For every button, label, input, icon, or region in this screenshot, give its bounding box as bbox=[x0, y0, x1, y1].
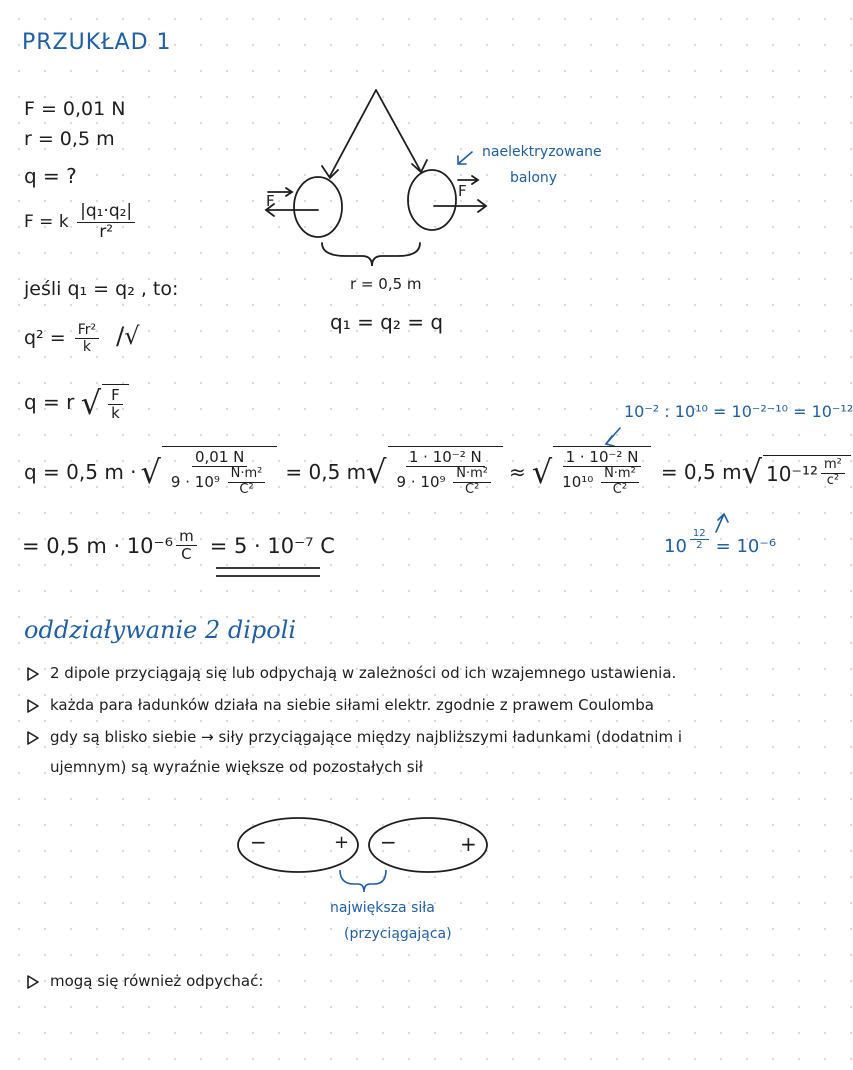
q-squared-lhs: q² = bbox=[24, 327, 66, 350]
balloon-label-line1: naelektryzowane bbox=[482, 144, 602, 160]
exponent-note-bottom bbox=[664, 527, 777, 557]
step3-den-unit-num: N·m² bbox=[601, 467, 639, 483]
bullet-icon bbox=[28, 700, 38, 712]
step4-root: √ 10⁻¹² $\frac{\text{m²}}{\text{c²}}$ bbox=[742, 455, 851, 489]
q-equation-denominator: k bbox=[111, 404, 120, 423]
result-unit-den: C bbox=[181, 545, 192, 564]
section-title: oddziaływanie 2 dipoli bbox=[24, 616, 297, 644]
right-balloon bbox=[408, 170, 456, 230]
strongest-force-brace bbox=[340, 870, 386, 892]
step2-den-unit-num: N·m² bbox=[453, 467, 491, 483]
page-title: PRZUKŁAD 1 bbox=[22, 30, 172, 55]
bullet-3: gdy są blisko siebie → siły przyciągające między najbliższymi ładunkami (dodatnim i bbox=[50, 728, 682, 746]
q-equation-numerator: F bbox=[108, 387, 123, 405]
dipole-right-plus: + bbox=[460, 832, 477, 856]
charges-equal-label: q₁ = q₂ = q bbox=[330, 310, 444, 334]
label-pointer-arrow bbox=[458, 152, 472, 164]
step3-root: √ 1 · 10⁻² N 10¹⁰ $\frac{\text{N·m²}}{\text{C²}}$ bbox=[532, 446, 651, 498]
coulomb-denominator: r² bbox=[99, 221, 114, 242]
exp-bottom-rhs: = 10⁻⁶ bbox=[715, 536, 777, 557]
step1-den-unit-num: N·m² bbox=[228, 467, 266, 483]
dipole-left-plus: + bbox=[334, 832, 350, 853]
exp-bottom-num: 12 bbox=[690, 528, 709, 541]
bullet-2: każda para ładunków działa na siebie siłami elektr. zgodnie z prawem Coulomba bbox=[50, 696, 654, 714]
result-row bbox=[22, 528, 335, 564]
distance-brace bbox=[322, 243, 420, 266]
q-equation-root: √ $\frac{F}{k}$ bbox=[81, 384, 129, 423]
step3-numerator: 1 · 10⁻² N bbox=[563, 449, 642, 467]
step1-den-unit-den: C² bbox=[239, 482, 254, 498]
approx-sign: ≈ bbox=[509, 460, 526, 485]
final-result: = 5 · 10⁻⁷ C bbox=[209, 533, 335, 558]
left-string bbox=[330, 90, 376, 176]
unknown-charge: q = ? bbox=[24, 164, 77, 188]
coulomb-lhs: F = k bbox=[24, 212, 69, 233]
left-force-label: F bbox=[266, 192, 275, 210]
q-squared-denominator: k bbox=[82, 339, 91, 356]
step2-lhs: = 0,5 m bbox=[285, 460, 367, 485]
exp-bottom-pointer bbox=[716, 514, 728, 532]
step3-den-unit-den: C² bbox=[612, 482, 628, 498]
given-force: F = 0,01 N bbox=[24, 98, 126, 120]
step1-lhs: q = 0,5 m · bbox=[24, 460, 137, 485]
bullet-icon bbox=[28, 976, 38, 988]
step2-numerator: 1 · 10⁻² N bbox=[406, 449, 485, 467]
step2-root: √ 1 · 10⁻² N 9 · 10⁹ $\frac{\text{N·m²}}{\text{C²}}$ bbox=[366, 446, 503, 498]
step1-den-value: 9 · 10⁹ bbox=[170, 473, 220, 492]
left-balloon bbox=[294, 177, 342, 237]
bullet-1: 2 dipole przyciągają się lub odpychają w zależności od ich wzajemnego ustawienia. bbox=[50, 664, 677, 682]
step3-den-value: 10¹⁰ bbox=[562, 473, 594, 492]
step2-den-value: 9 · 10⁹ bbox=[396, 473, 446, 492]
step2-den-unit-den: C² bbox=[465, 482, 480, 498]
dipole-right-minus: − bbox=[380, 830, 397, 854]
sqrt-operation: /√ bbox=[116, 322, 140, 351]
q-equation-lhs: q = r bbox=[24, 389, 75, 414]
step4-unit-den: c² bbox=[826, 473, 840, 489]
step1-denominator bbox=[168, 467, 271, 498]
strongest-force-label: największa siła bbox=[330, 900, 435, 916]
bullet-3-continued: ujemnym) są wyraźnie większe od pozostałych sił bbox=[50, 758, 424, 776]
step4-unit-num: m² bbox=[821, 458, 845, 474]
step4-radicand: 10⁻¹² bbox=[765, 461, 819, 486]
exponent-note-top: 10⁻² : 10¹⁰ = 10⁻²⁻¹⁰ = 10⁻¹² bbox=[624, 402, 853, 421]
bullet-icon bbox=[28, 732, 38, 744]
step3-denominator bbox=[559, 467, 645, 498]
right-string bbox=[376, 90, 420, 170]
given-distance: r = 0,5 m bbox=[24, 128, 115, 150]
bullet-4: mogą się również odpychać: bbox=[50, 972, 264, 990]
step4-lhs: = 0,5 m bbox=[660, 460, 742, 485]
right-force-label: F bbox=[458, 182, 467, 200]
distance-label: r = 0,5 m bbox=[350, 275, 422, 293]
condition-text: jeśli q₁ = q₂ , to: bbox=[24, 278, 179, 300]
step2-denominator bbox=[394, 467, 497, 498]
step1-root: √ 0,01 N 9 · 10⁹ $\frac{\text{N·m²}}{\text{C²}}$ bbox=[141, 446, 278, 498]
exp-bottom-den: 2 bbox=[696, 540, 703, 551]
result-lhs: = 0,5 m · 10⁻⁶ bbox=[22, 533, 174, 558]
exp-bottom-base: 10 bbox=[664, 536, 687, 557]
calculation-row bbox=[24, 446, 851, 498]
q-squared-numerator: Fr² bbox=[75, 322, 99, 339]
result-unit-num: m bbox=[176, 528, 197, 546]
step1-numerator: 0,01 N bbox=[192, 449, 247, 467]
balloon-label-line2: balony bbox=[510, 170, 558, 186]
bullet-icon bbox=[28, 668, 38, 680]
coulomb-numerator: |q₁·q₂| bbox=[77, 202, 135, 223]
strongest-force-note: (przyciągająca) bbox=[344, 926, 452, 942]
exp-top-pointer-head bbox=[606, 436, 614, 446]
right-string-arrowhead bbox=[412, 160, 427, 172]
dipole-left-minus: − bbox=[250, 830, 267, 854]
